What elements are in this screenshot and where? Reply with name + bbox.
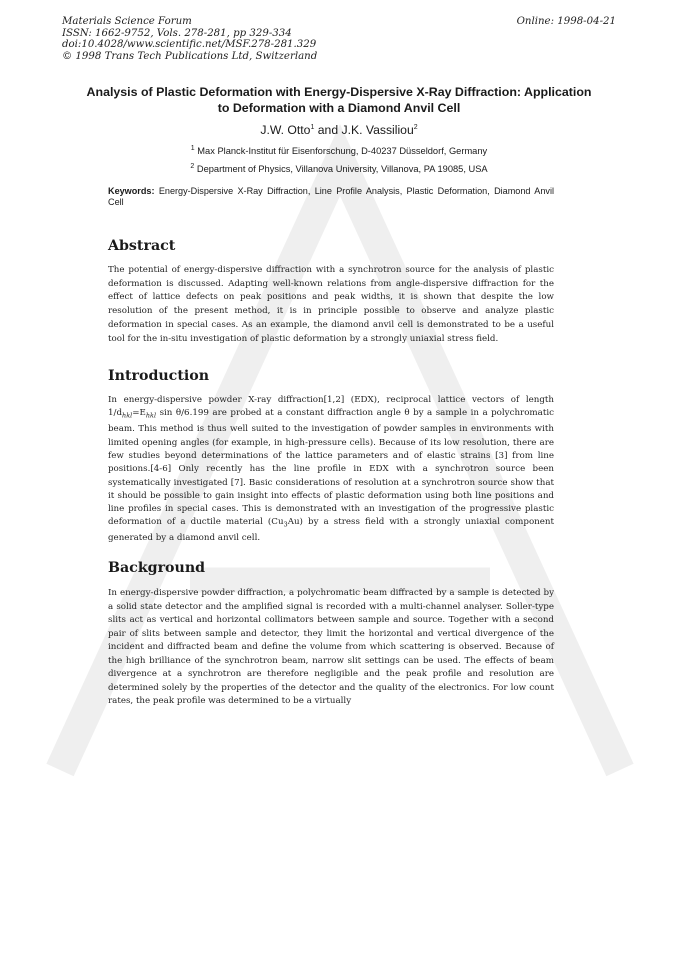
affiliation-text: Max Planck-Institut für Eisenforschung, D-40237 Düsseldorf, Germany: [197, 146, 488, 156]
author-name: J.W. Otto: [260, 123, 311, 137]
affiliation-mark: 1: [310, 123, 315, 131]
paper-title: Analysis of Plastic Deformation with Energy-Dispersive X-Ray Diffraction: Application to Deformation with a Diamond Anvil Cell: [86, 85, 592, 115]
affiliation-mark: 1: [190, 144, 195, 152]
online-date: Online: 1998-04-21: [516, 16, 616, 27]
subscript: hkl: [145, 412, 157, 421]
journal-doi[interactable]: doi:10.4028/www.scientific.net/MSF.278-281.329: [62, 39, 317, 51]
text-run: In energy-dispersive powder X-ray diffraction[1,2] (EDX), reciprocal lattice vectors of length 1/d: [108, 395, 554, 419]
keywords-text: Energy-Dispersive X-Ray Diffraction, Line Profile Analysis, Plastic Deformation, Diamond Anvil Cell: [108, 186, 555, 207]
affiliation-mark: 2: [190, 162, 195, 170]
journal-header: [62, 16, 317, 62]
subscript: 3: [283, 521, 288, 530]
author-name: J.K. Vassiliou: [341, 123, 414, 137]
section-heading-introduction: Introduction: [108, 368, 210, 384]
journal-issn: ISSN: 1662-9752, Vols. 278-281, pp 329-334: [62, 27, 292, 39]
keywords-label: Keywords:: [108, 186, 155, 196]
author-line: [80, 122, 598, 138]
author-separator: and: [314, 123, 342, 137]
affiliation-mark: 2: [413, 123, 418, 131]
journal-copyright: © 1998 Trans Tech Publications Ltd, Switzerland: [62, 50, 318, 62]
text-run: =E: [132, 408, 146, 419]
affiliation-1: [80, 145, 598, 157]
abstract-text: The potential of energy-dispersive diffraction with a synchrotron source for the analysis of plastic deformation is discussed. Adapting well-known relations from angle-dispersive diffraction for the effect of lattice defects on peak positions and peak widths, it is shown that despite the low resolution of the present method, it is in principle possible to observe and analyze plastic deformation in special cases. As an example, the diamond anvil cell is demonstrated to be a useful tool for the in-situ investigation of plastic deformation by a strongly uniaxial stress field.: [108, 265, 554, 344]
section-heading-background: Background: [108, 560, 206, 576]
journal-name: Materials Science Forum: [62, 16, 192, 27]
keywords: [108, 186, 554, 208]
affiliation-text: Department of Physics, Villanova University, Villanova, PA 19085, USA: [196, 164, 488, 174]
background-text: In energy-dispersive powder diffraction, a polychromatic beam diffracted by a sample is detected by a solid state detector and the amplified signal is recorded with a multi-channel analyser. Soller-type slits act as vertical and horizontal collimators between sample and source. Together with a second pair of slits between sample and detector, they limit the horizontal and vertical divergence of the incident and diffracted beam and define the volume from which scattering is observed. Because of the high brilliance of the synchrotron beam, narrow slit settings can be used. The effects of beam divergence at a synchrotron are therefore negligible and the peak profile and resolution are determined solely by the properties of the detector and the quality of the electronics. For low count rates, the peak profile was determined to be a virtually: [108, 588, 554, 706]
text-run: Au) by a stress field with a strongly uniaxial component generated by a diamond anvil cell.: [108, 517, 554, 544]
subscript: hkl: [122, 412, 133, 421]
section-heading-abstract: Abstract: [108, 238, 176, 254]
introduction-text: [108, 394, 554, 546]
text-run: sin θ/6.199 are probed at a constant diffraction angle θ by a sample in a polychromatic beam. This method is thus well suited to the investigation of powder samples in environments with limited opening angles (for example, in high-pressure cells). Because of its low resolution, there are few studies beyond determinations of the lattice parameters and of elastic strains [3] from line positions.[4-6] Only recently has the line profile in EDX with a synchrotron source been systematically investigated [7]. Basic considerations of resolution at a synchrotron source show that it should be possible to gain insight into effects of plastic deformation using both line positions and line profiles in special cases. This is demonstrated with an investigation of the progressive plastic deformation of a ductile material (Cu: [108, 408, 554, 528]
affiliation-2: [80, 163, 598, 175]
